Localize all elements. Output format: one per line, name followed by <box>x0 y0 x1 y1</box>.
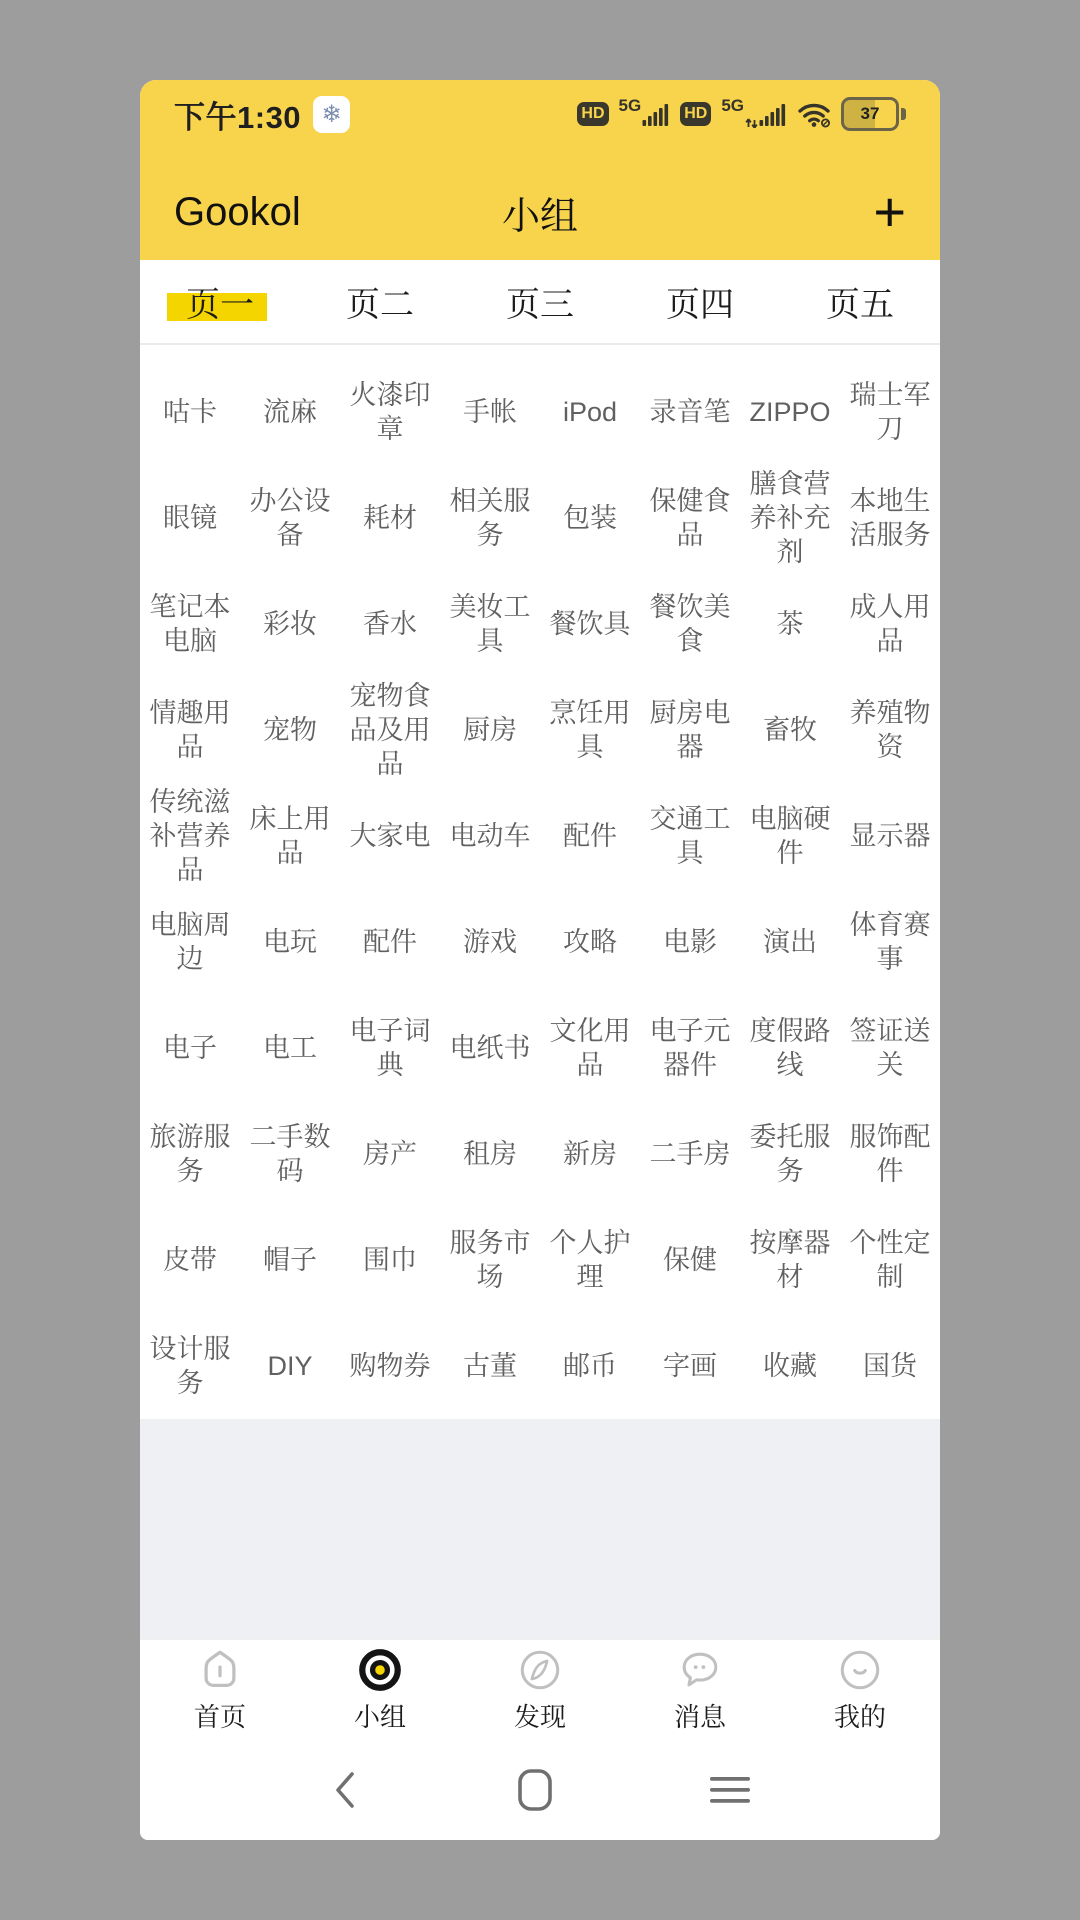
wifi-icon <box>797 100 831 128</box>
category-grid <box>140 345 940 1419</box>
nav-label: 首页 <box>193 1701 246 1732</box>
category-item[interactable]: 房产 <box>363 1138 417 1169</box>
category-item[interactable]: 大家电 <box>349 820 431 851</box>
category-item[interactable]: 购物券 <box>349 1350 431 1381</box>
category-item[interactable]: 电动车 <box>449 820 531 851</box>
category-item[interactable]: 文化用品 <box>549 1015 631 1080</box>
android-system-nav <box>140 1740 940 1840</box>
category-item[interactable]: 流麻 <box>263 396 317 427</box>
category-item[interactable]: 个人护理 <box>549 1227 631 1292</box>
network-type-label: 5G <box>721 96 744 115</box>
back-chevron-icon[interactable] <box>327 1768 363 1812</box>
category-row <box>140 359 940 465</box>
network-type-label: 5G <box>618 96 642 115</box>
tab-label: 页一 <box>186 286 254 324</box>
category-item[interactable]: 旅游服务 <box>149 1121 231 1186</box>
category-item[interactable]: 电工 <box>263 1032 317 1063</box>
nav-item-messages[interactable] <box>620 1647 780 1734</box>
category-item[interactable]: 显示器 <box>849 820 931 851</box>
category-item[interactable]: 古董 <box>463 1350 517 1381</box>
category-item[interactable]: 演出 <box>763 926 817 957</box>
compass-icon <box>517 1647 563 1693</box>
category-item[interactable]: 宠物 <box>263 714 317 745</box>
hd-badge-icon: HD <box>577 102 608 126</box>
category-item[interactable]: 配件 <box>563 820 617 851</box>
category-item[interactable]: 宠物食品及用品 <box>349 680 431 780</box>
category-item[interactable]: 保健食品 <box>649 485 731 550</box>
category-item[interactable]: 电影 <box>663 926 717 957</box>
tab-page-3[interactable] <box>460 260 620 343</box>
hd-badge-icon: HD <box>680 102 711 126</box>
signal-bars-updown-icon <box>721 96 787 128</box>
category-item[interactable]: 游戏 <box>463 926 517 957</box>
category-row <box>140 1101 940 1207</box>
category-item[interactable]: 电纸书 <box>449 1032 531 1063</box>
category-item[interactable]: 膳食营养补充剂 <box>749 468 831 568</box>
category-item[interactable]: 录音笔 <box>649 396 731 427</box>
battery-nub <box>901 108 906 120</box>
category-item[interactable]: 瑞士军刀 <box>849 379 931 444</box>
smiley-icon <box>837 1647 883 1693</box>
signal-bars-icon <box>618 96 671 128</box>
category-item[interactable]: 签证送关 <box>849 1015 931 1080</box>
battery-body <box>841 97 899 131</box>
category-item[interactable]: 办公设备 <box>249 485 331 550</box>
snowflake-glyph: ❄ <box>321 100 342 128</box>
category-item[interactable]: 耗材 <box>363 502 417 533</box>
home-icon <box>197 1647 243 1693</box>
category-item[interactable]: 二手房 <box>649 1138 731 1169</box>
category-item[interactable]: 电子 <box>163 1032 217 1063</box>
page-title: 小组 <box>502 195 579 238</box>
category-item[interactable]: 本地生活服务 <box>849 485 931 550</box>
category-item[interactable]: 个性定制 <box>849 1227 931 1292</box>
category-item[interactable]: 电脑硬件 <box>749 803 831 868</box>
category-item[interactable]: 设计服务 <box>149 1333 231 1398</box>
category-item[interactable]: 邮币 <box>563 1350 617 1381</box>
category-item[interactable]: 帽子 <box>263 1244 317 1275</box>
category-item[interactable]: 配件 <box>363 926 417 957</box>
category-item[interactable]: 咕卡 <box>163 396 217 427</box>
category-item[interactable]: 成人用品 <box>849 591 931 656</box>
category-row <box>140 1313 940 1419</box>
group-target-icon <box>357 1647 403 1693</box>
nav-item-discover[interactable] <box>460 1647 620 1734</box>
category-item[interactable]: 皮带 <box>163 1244 217 1275</box>
category-item[interactable]: 厨房 <box>463 714 517 745</box>
tab-page-2[interactable] <box>300 260 460 343</box>
page-tabs <box>140 260 940 345</box>
nav-label: 我的 <box>833 1701 886 1732</box>
category-row <box>140 995 940 1101</box>
recents-lines-icon[interactable] <box>707 1771 753 1809</box>
category-item[interactable]: 电玩 <box>263 926 317 957</box>
category-row <box>140 783 940 889</box>
tab-page-4[interactable] <box>620 260 780 343</box>
category-item[interactable]: 租房 <box>463 1138 517 1169</box>
brand-name: Gookol <box>174 189 301 234</box>
nav-label: 消息 <box>673 1701 726 1732</box>
signal-bars-arrows-glyph <box>745 100 787 128</box>
status-time: 下午1:30 <box>174 99 302 135</box>
category-item[interactable]: 字画 <box>663 1350 717 1381</box>
category-item[interactable]: 电子元器件 <box>649 1015 731 1080</box>
nav-item-me[interactable] <box>780 1647 940 1734</box>
category-item[interactable]: 围巾 <box>363 1244 417 1275</box>
category-item[interactable]: 按摩器材 <box>749 1227 831 1292</box>
battery-icon <box>841 97 906 131</box>
category-item[interactable]: 餐饮美食 <box>649 591 731 656</box>
signal-bars-glyph <box>642 100 670 128</box>
category-item[interactable]: 委托服务 <box>749 1121 831 1186</box>
nav-item-home[interactable] <box>140 1647 300 1734</box>
battery-percent-label: 37 <box>860 104 880 123</box>
category-item[interactable]: ZIPPO <box>749 396 831 427</box>
tab-label: 页三 <box>506 286 574 324</box>
category-row <box>140 677 940 783</box>
category-item[interactable]: 传统滋补营养品 <box>149 786 231 886</box>
category-item[interactable]: 收藏 <box>763 1350 817 1381</box>
tab-label: 页四 <box>666 286 734 324</box>
category-item[interactable]: 服务市场 <box>449 1227 531 1292</box>
category-item[interactable]: 香水 <box>363 608 417 639</box>
snowflake-icon <box>313 96 350 133</box>
category-row <box>140 571 940 677</box>
status-bar <box>174 92 906 136</box>
chat-bubble-icon <box>677 1647 723 1693</box>
tab-page-1[interactable] <box>140 260 300 343</box>
category-item[interactable]: 相关服务 <box>449 485 531 550</box>
category-item[interactable]: 手帐 <box>463 396 517 427</box>
tab-label: 页五 <box>826 286 894 324</box>
category-item[interactable]: 二手数码 <box>249 1121 331 1186</box>
category-item[interactable]: 彩妆 <box>263 608 317 639</box>
empty-area <box>140 1419 940 1638</box>
category-item[interactable]: 火漆印章 <box>349 379 431 444</box>
bottom-navigation <box>140 1638 940 1740</box>
category-item[interactable]: 厨房电器 <box>649 697 731 762</box>
category-item[interactable]: iPod <box>562 396 618 427</box>
category-item[interactable]: 养殖物资 <box>849 697 931 762</box>
category-item[interactable]: DIY <box>267 1350 313 1381</box>
category-item[interactable]: 茶 <box>776 608 804 639</box>
category-item[interactable]: 服饰配件 <box>849 1121 931 1186</box>
tab-page-5[interactable] <box>780 260 940 343</box>
category-item[interactable]: 交通工具 <box>649 803 731 868</box>
category-item[interactable]: 情趣用品 <box>149 697 231 762</box>
category-item[interactable]: 美妆工具 <box>449 591 531 656</box>
nav-item-groups[interactable] <box>300 1647 460 1734</box>
category-item[interactable]: 床上用品 <box>249 803 331 868</box>
category-item[interactable]: 电脑周边 <box>149 909 231 974</box>
category-item[interactable]: 电子词典 <box>349 1015 431 1080</box>
phone-screen <box>140 80 940 1840</box>
status-icons <box>577 97 906 131</box>
category-item[interactable]: 餐饮具 <box>549 608 631 639</box>
category-item[interactable]: 体育赛事 <box>849 909 931 974</box>
category-item[interactable]: 包装 <box>563 502 617 533</box>
app-bar <box>174 182 906 242</box>
category-row <box>140 1207 940 1313</box>
home-square-icon[interactable] <box>513 1767 557 1813</box>
category-item[interactable]: 烹饪用具 <box>549 697 631 762</box>
category-row <box>140 889 940 995</box>
category-item[interactable]: 攻略 <box>563 926 617 957</box>
category-item[interactable]: 保健 <box>663 1244 717 1275</box>
category-item[interactable]: 新房 <box>563 1138 617 1169</box>
category-item[interactable]: 畜牧 <box>763 714 817 745</box>
nav-label: 小组 <box>353 1701 406 1732</box>
category-item[interactable]: 眼镜 <box>163 502 217 533</box>
nav-label: 发现 <box>513 1701 566 1732</box>
category-item[interactable]: 度假路线 <box>749 1015 831 1080</box>
tab-label: 页二 <box>346 286 414 324</box>
app-header <box>140 80 940 260</box>
category-item[interactable]: 笔记本电脑 <box>149 591 231 656</box>
category-row <box>140 465 940 571</box>
category-item[interactable]: 国货 <box>863 1350 917 1381</box>
add-button[interactable]: + <box>873 180 907 243</box>
